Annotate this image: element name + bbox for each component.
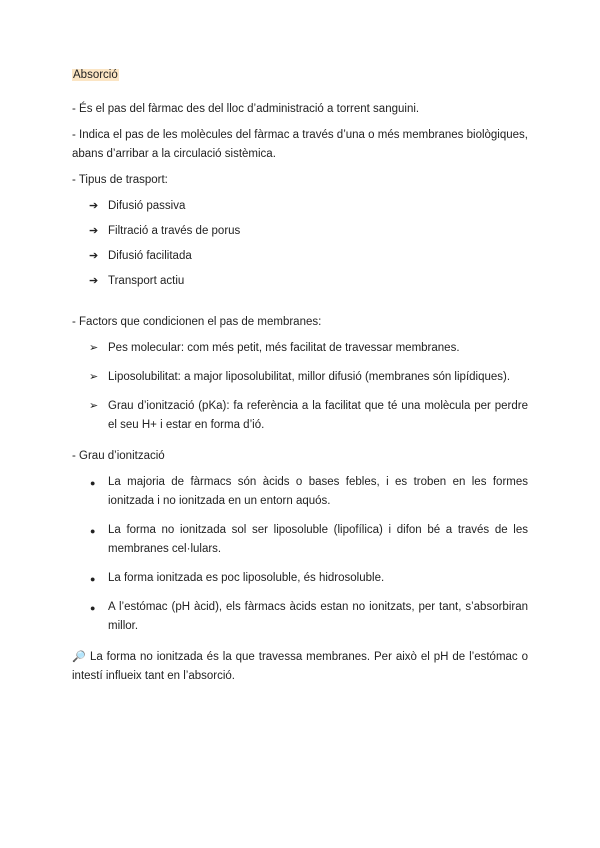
- factors-list: [72, 339, 528, 435]
- note-paragraph: [72, 648, 528, 686]
- arrow-icon: ➔: [89, 200, 99, 212]
- document-page: [72, 66, 528, 686]
- arrowhead-icon: ➢: [89, 371, 99, 383]
- section-title: Absorció: [73, 69, 118, 81]
- ionization-list: [72, 473, 528, 636]
- paragraph-description: - Indica el pas de les molècules del fàrmac a través d’una o més membranes biològiques, abans d’arribar a la circulació sistèmica.: [72, 129, 528, 160]
- arrow-icon: ➔: [89, 225, 99, 237]
- list-item: ● La forma no ionitzada sol ser liposoluble (lipofílica) i difon bé a través de les membranes cel·lulars.: [90, 524, 528, 555]
- factors-heading: - Factors que condicionen el pas de membranes:: [72, 316, 322, 328]
- list-item: ➢ Pes molecular: com més petit, més facilitat de travessar membranes.: [72, 339, 528, 358]
- list-item: ➔ Transport actiu: [72, 272, 528, 291]
- arrowhead-icon: ➢: [89, 400, 99, 412]
- note-text: La forma no ionitzada és la que travessa membranes. Per això el pH de l’estómac o intestí influeix tant en l’absorció.: [72, 651, 528, 682]
- list-item: ● La majoria de fàrmacs són àcids o bases febles, i es troben en les formes ionitzada i no ionitzada en un entorn aquós.: [90, 476, 528, 507]
- bullet-icon: ●: [90, 478, 96, 488]
- arrow-icon: ➔: [89, 275, 99, 287]
- list-item: ➔ Filtració a través de porus: [72, 222, 528, 241]
- list-item: ➢ Grau d’ionització (pKa): fa referència a la facilitat que té una molècula per perdre el seu H+ i estar en forma d’ió.: [72, 397, 528, 435]
- arrowhead-icon: ➢: [89, 342, 99, 354]
- arrow-icon: ➔: [89, 250, 99, 262]
- ionization-heading: - Grau d’ionització: [72, 450, 165, 462]
- list-item: ➔ Difusió facilitada: [72, 247, 528, 266]
- paragraph-definition: - És el pas del fàrmac des del lloc d’administració a torrent sanguini.: [72, 103, 420, 115]
- magnifier-icon: 🔎: [72, 651, 86, 663]
- transport-heading: - Tipus de trasport:: [72, 174, 168, 186]
- bullet-icon: ●: [90, 526, 96, 536]
- list-item: ● La forma ionitzada es poc liposoluble, és hidrosoluble.: [72, 569, 528, 588]
- list-item: ➔ Difusió passiva: [72, 197, 528, 216]
- bullet-icon: ●: [90, 574, 96, 584]
- bullet-icon: ●: [90, 603, 96, 613]
- section-title-wrap: [72, 66, 528, 84]
- transport-list: [72, 197, 528, 291]
- list-item: ➢ Liposolubilitat: a major liposolubilitat, millor difusió (membranes són lipídiques).: [72, 368, 528, 387]
- list-item: ● A l’estómac (pH àcid), els fàrmacs àcids estan no ionitzats, per tant, s’absorbiran millor.: [90, 601, 528, 632]
